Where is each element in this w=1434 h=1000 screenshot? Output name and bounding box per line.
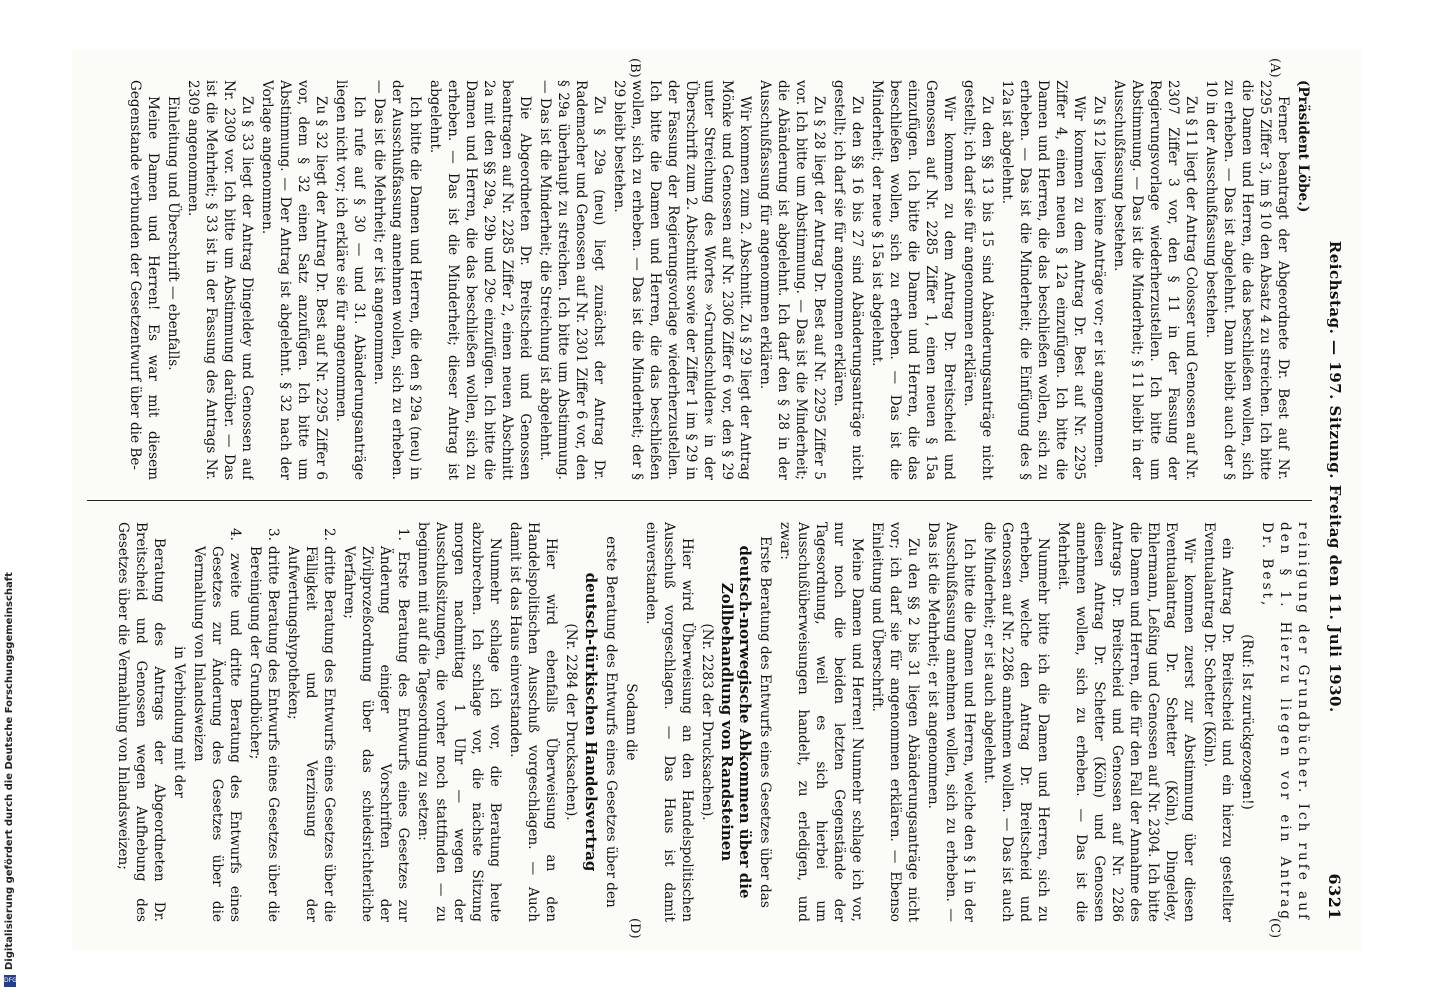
paragraph: Wir kommen zum 2. Abschnitt. Zu § 29 liegt der Antrag Mönke und Genossen auf Nr. 2306 Ziffer 6 vor, den § 29 unter Streichung des Wortes »Grundschulden« in der Überschrift zum 2. Abschnitt sowie der Ziffer 1 im § 29 in der Fassung der Regierungsvorlage wiederherzustellen. Ich bitte die Damen und Herren, die das beschließen wollen, sich zu erheben. — Das ist die Minderheit; der § 29 bleibt bestehen. bbox=[611, 80, 753, 480]
paragraph: reinigung der Grundbücher. Ich rufe auf den § 1. Hierzu liegen vor ein Antrag Dr. Best, bbox=[1259, 522, 1311, 922]
agenda-title: deutsch-norwegische Abkommen über die Zollbehandlung von Randsteinen bbox=[718, 545, 754, 899]
agenda-intro: erste Beratung des Entwurfs eines Gesetzes über den bbox=[603, 536, 619, 908]
paragraph: Meine Damen und Herren! Es war mit diesem Gegenstande verbunden der Gesetzentwurf über die Be- bbox=[127, 80, 161, 480]
paragraph: Ich bitte die Damen und Herren, die den § 29a (neu) in der Ausschußfassung annehmen wollen, sich zu erheben. — Das ist die Mehrheit; er ist angenommen. bbox=[371, 80, 423, 480]
paragraph: Nunmehr schlage ich vor, die Beratung heute abzubrechen. Ich schlage vor, die nächste Sitzung morgen nachmittag 1 Uhr — wegen der Ausschußsitzungen, die vorher noch stattfinden — zu beginnen mit auf die Tagesordnung zu setzen: bbox=[415, 522, 503, 922]
dfg-logo: DFG bbox=[4, 975, 16, 987]
page-header bbox=[1320, 80, 1350, 920]
speaker-heading: (Präsident Löbe.) bbox=[1295, 80, 1311, 213]
left-column bbox=[87, 80, 1312, 480]
agenda-list-item: 1. Erste Beratung des Entwurfs eines Gesetzes zur Änderung einiger Vorschriften der Zivilprozeßordnung über das schiedsrichterliche Verfahren; bbox=[341, 528, 411, 922]
paragraph: Wir kommen zuerst zur Abstimmung über diesen Eventualantrag Dr. Schetter (Köln), Dingeldey, Ehlermann, Leßing und Genossen auf Nr. 2304. Ich bitte die Damen und Herren, die für den Fall der Annahme des Antrags Dr. Breitscheid und Genossen auf Nr. 2286 diesen Antrag Dr. Schetter (Köln) und Genossen annehmen wollen, sich zu erheben. — Das ist die Mehrheit. bbox=[1055, 522, 1197, 922]
paragraph: Ich bitte die Damen und Herren, welche den § 1 in der Ausschußfassung annehmen wollen, sich zu erheben. — Das ist die Mehrheit; er ist angenommen. bbox=[925, 522, 977, 922]
agenda-intro: Sodann die bbox=[623, 683, 639, 761]
paragraph: Zu § 29a (neu) liegt zunächst der Antrag Dr. Rademacher und Genossen auf Nr. 2301 Ziffer 6 vor, den § 29a überhaupt zu streichen. Ich bitte um Abstimmung. — Das ist die Minderheit; die Streichung ist abgelehnt. bbox=[537, 80, 607, 480]
paragraph: Beratung des Antrags der Abgeordneten Dr. Breitscheid und Genossen wegen Aufhebung des Gesetzes über die Vermahlung von Inlandsweizen; bbox=[115, 522, 167, 922]
agenda-title: deutsch-türkischen Handelsvertrag bbox=[582, 572, 600, 872]
document-reference: (Nr. 2284 der Drucksachen). bbox=[563, 623, 579, 821]
paragraph: Zu § 33 liegt der Antrag Dingeldey und Genossen auf Nr. 2309 vor. Ich bitte um Abstimmung darüber. — Das ist die Mehrheit; § 33 ist in der Fassung des Antrags Nr. 2309 angenommen. bbox=[185, 80, 255, 480]
margin-mark-c: (C) bbox=[1267, 918, 1282, 939]
paragraph: ein Antrag Dr. Breitscheid und ein hierzu gestellter Eventualantrag Dr. Schetter (Köln). bbox=[1201, 522, 1235, 922]
agenda-list-item: 4. zweite und dritte Beratung des Entwurfs eines Gesetzes zur Änderung des Gesetzes über die Vermahlung von Inlandsweizen bbox=[191, 528, 243, 922]
paragraph: Zu den §§ 13 bis 15 sind Abänderungsanträge nicht gestellt; ich darf sie für angenommen erklären. bbox=[961, 80, 995, 480]
paragraph: Ferner beantragt der Abgeordnete Dr. Best auf Nr. 2295 Ziffer 3, im § 10 den Absatz 4 zu streichen. Ich bitte die Damen und Herren, die das beschließen wollen, sich zu erheben. — Das ist abgelehnt. Dann bleibt auch der § 10 in der Ausschußfassung bestehen. bbox=[1203, 80, 1291, 480]
document-reference: (Nr. 2283 der Drucksachen). bbox=[699, 623, 715, 821]
paragraph: Ich rufe auf § 30 — und 31. Abänderungsanträge liegen nicht vor; ich erkläre sie für angenommen. bbox=[333, 80, 367, 480]
paragraph: Die Abgeordneten Dr. Breitscheid und Genossen beantragen auf Nr. 2285 Ziffer 2, einen neuen Abschnitt 2a mit den §§ 29a, 29b und 29c einzufügen. Ich bitte die Damen und Herren, die das beschließen wollen, sich zu erheben. — Das ist die Minderheit; dieser Antrag ist abgelehnt. bbox=[427, 80, 533, 480]
page-number: 6321 bbox=[1325, 873, 1345, 920]
paragraph: Nunmehr bitte ich die Damen und Herren, sich zu erheben, welche den Antrag Dr. Breitscheid und Genossen auf Nr. 2286 annehmen wollen. — Das ist auch die Minderheit; er ist auch abgelehnt. bbox=[981, 522, 1051, 922]
paragraph: Hier wird Überweisung an den Handelspolitischen Ausschuß vorgeschlagen. — Das Haus ist damit einverstanden. bbox=[643, 522, 695, 922]
paragraph: Zu § 28 liegt der Antrag Dr. Best auf Nr. 2295 Ziffer 5 vor. Ich bitte um Abstimmung. — Das ist die Minderheit; die Abänderung ist abgelehnt. Ich darf den § 28 in der Ausschußfassung für angenommen erklären. bbox=[757, 80, 827, 480]
digitization-credit bbox=[2, 500, 18, 990]
paragraph: Zu § 11 liegt der Antrag Colosser und Genossen auf Nr. 2307 Ziffer 3 vor, den § 11 in der Fassung der Regierungsvorlage wiederherzustellen. Ich bitte um Abstimmung. — Das ist die Minderheit; § 11 bleibt in der Ausschußfassung bestehen. bbox=[1111, 80, 1199, 480]
paragraph: Zu § 12 liegen keine Anträge vor; er ist angenommen. bbox=[1091, 96, 1107, 468]
margin-mark-a: (A) bbox=[1267, 58, 1282, 78]
agenda-intro: Erste Beratung des Entwurfs eines Gesetzes über das bbox=[757, 536, 773, 908]
paragraph: Wir kommen zu dem Antrag Dr. Best auf Nr. 2295 Ziffer 4, einen neuen § 12a einzufügen. Ich bitte die Damen und Herren, die das beschließen wollen, sich zu erheben. — Das ist die Minderheit; die Einfügung des § 12a ist abgelehnt. bbox=[999, 80, 1087, 480]
paragraph: Wir kommen zu dem Antrag Dr. Breitscheid und Genossen auf Nr. 2285 Ziffer 1, einen neuen § 15a einzufügen. Ich bitte die Damen und Herren, die das beschließen wollen, sich zu erheben. — Das ist die Minderheit; der neue § 15a ist abgelehnt. bbox=[869, 80, 957, 480]
paragraph: Hier wird ebenfalls Überweisung an den Handelspolitischen Ausschuß vorgeschlagen. — Auch damit ist das Haus einverstanden. bbox=[507, 522, 559, 922]
margin-mark-d: (D) bbox=[627, 918, 642, 939]
page-header-title: Reichstag. — 197. Sitzung. Freitag den 11. Juli 1930. bbox=[1326, 240, 1344, 713]
agenda-list-item: 3. dritte Beratung des Entwurfs eines Gesetzes über die Bereinigung der Grundbücher; bbox=[247, 528, 281, 922]
paragraph: Zu den §§ 16 bis 27 sind Abänderungsanträge nicht gestellt; ich darf sie für angenommen erklären. bbox=[831, 80, 865, 480]
document-page bbox=[72, 50, 1362, 950]
paragraph: Zu den §§ 2 bis 31 liegen Abänderungsanträge nicht vor; ich darf sie für angenommen erklären. — Ebenso Einleitung und Überschrift. bbox=[869, 522, 921, 922]
margin-mark-b: (B) bbox=[627, 58, 642, 78]
agenda-list-item: 2. dritte Beratung des Entwurfs eines Gesetzes über die Fälligkeit und Verzinsung der Aufwertungshypotheken; bbox=[285, 528, 337, 922]
credit-text: Digitalisierung gefördert durch die Deutsche Forschungsgemeinschaft bbox=[4, 572, 15, 970]
paragraph: Meine Damen und Herren! Nunmehr schlage ich vor, nur noch die beiden letzten Gegenstände der Tagesordnung, weil es sich hierbei um Ausschußüberweisungen handelt, zu erledigen, und zwar: bbox=[777, 522, 865, 922]
right-column bbox=[87, 522, 1312, 922]
agenda-intro: in Verbindung mit der bbox=[171, 646, 187, 798]
paragraph: Einleitung und Überschrift — ebenfalls. bbox=[165, 96, 181, 371]
paragraph: Zu § 32 liegt der Antrag Dr. Best auf Nr. 2295 Ziffer 6 vor, dem § 32 einen Satz anzufügen. Ich bitte um Abstimmung. — Der Antrag ist abgelehnt. § 32 nach der Vorlage angenommen. bbox=[259, 80, 329, 480]
interjection: (Ruf: Ist zurückgezogen!) bbox=[1239, 634, 1255, 810]
column-divider bbox=[87, 500, 1312, 501]
